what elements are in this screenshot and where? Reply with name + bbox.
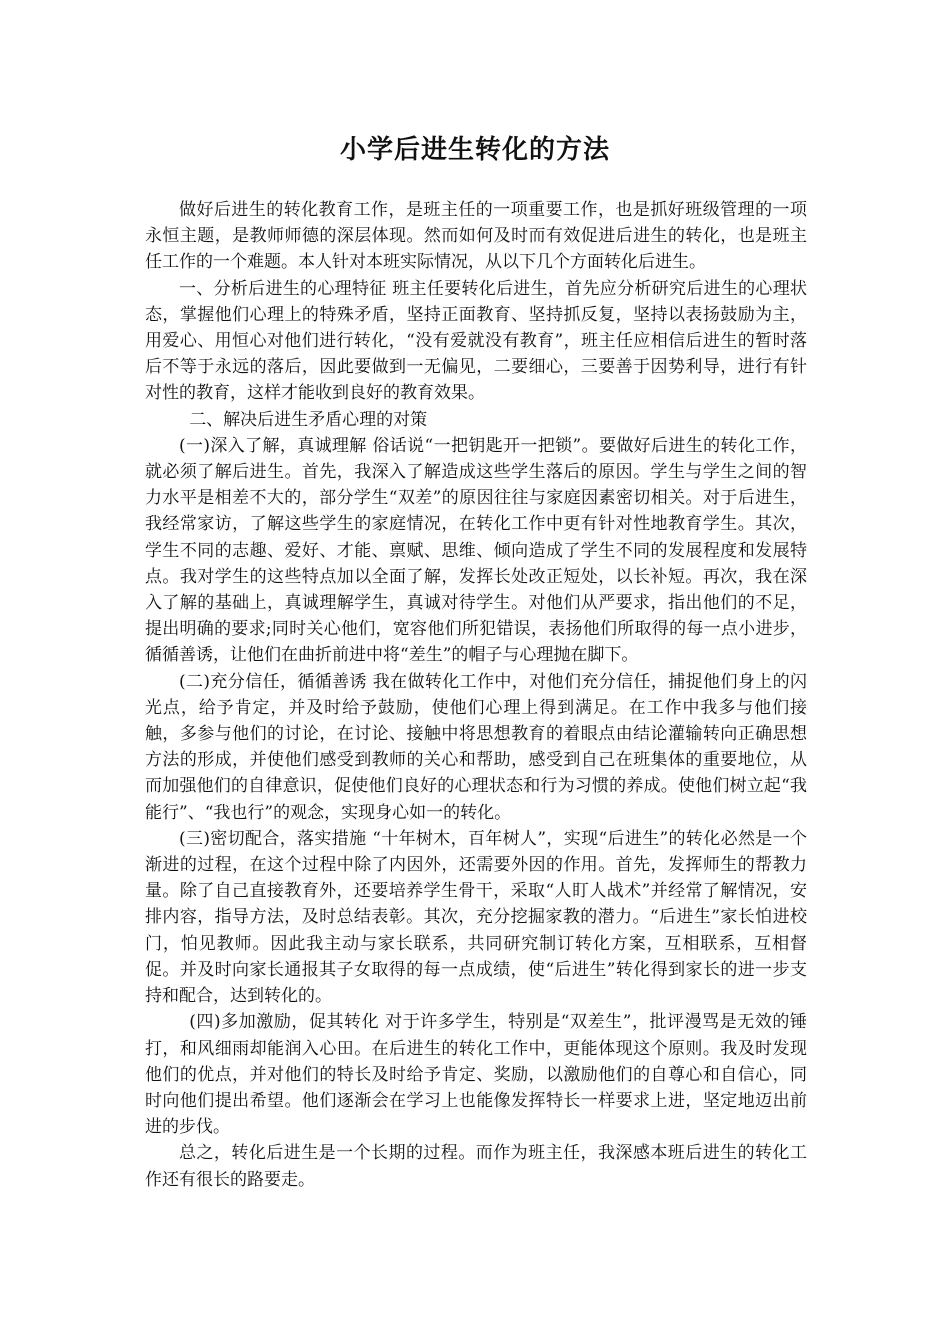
paragraph-section-1: 一、分析后进生的心理特征 班主任要转化后进生，首先应分析研究后进生的心理状态，掌握他们心理上的特殊矛盾，坚持正面教育、坚持抓反复，坚持以表扬鼓励为主，用爱心、用恒心对他们进行转化，“没有爱就没有教育”，班主任应相信后进生的暂时落后不等于永远的落后，因此要做到一无偏见，二要细心，三要善于因势利导，进行有针对性的教育，这样才能收到良好的教育效果。 xyxy=(145,278,807,404)
paragraph-subsection-3: (三)密切配合，落实措施 “十年树木，百年树人”，实现“后进生”的转化必然是一个渐进的过程，在这个过程中除了内因外，还需要外因的作用。首先，发挥师生的帮教力量。除了自己直接教育外，还要培养学生骨干，采取“人盯人战术”并经常了解情况，安排内容，指导方法，及时总结表彰。其次，充分挖掘家教的潜力。“后进生”家长怕进校门，怕见教师。因此我主动与家长联系，共同研究制订转化方案，互相联系，互相督促。并及时向家长通报其子女取得的每一点成绩，使“后进生”转化得到家长的进一步支持和配合，达到转化的。 xyxy=(145,828,807,1007)
paragraph-subsection-4: (四)多加激励，促其转化 对于许多学生，特别是“双差生”，批评漫骂是无效的锤打，和风细雨却能润入心田。在后进生的转化工作中，更能体现这个原则。我及时发现他们的优点，并对他们的特长及时给予肯定、奖励，以激励他们的自尊心和自信心，同时向他们提出希望。他们逐渐会在学习上也能像发挥特长一样要求上进，坚定地迈出前进的步伐。 xyxy=(145,1012,807,1138)
document-title: 小学后进生转化的方法 xyxy=(339,135,610,165)
paragraph-conclusion: 总之，转化后进生是一个长期的过程。而作为班主任，我深感本班后进生的转化工作还有很长的路要走。 xyxy=(145,1143,807,1190)
document-body xyxy=(145,197,807,1193)
section-heading-2: 二、解决后进生矛盾心理的对策 xyxy=(189,409,428,430)
paragraph-subsection-1: (一)深入了解，真诚理解 俗话说“一把钥匙开一把锁”。要做好后进生的转化工作，就必须了解后进生。首先，我深入了解造成这些学生落后的原因。学生与学生之间的智力水平是相差不大的，部分学生“双差”的原因往往与家庭因素密切相关。对于后进生，我经常家访，了解这些学生的家庭情况，在转化工作中更有针对性地教育学生。其次，学生不同的志趣、爱好、才能、禀赋、思维、倾向造成了学生不同的发展程度和发展特点。我对学生的这些特点加以全面了解，发挥长处改正短处，以长补短。再次，我在深入了解的基础上，真诚理解学生，真诚对待学生。对他们从严要求，指出他们的不足，提出明确的要求;同时关心他们，宽容他们所犯错误，表扬他们所取得的每一点小进步，循循善诱，让他们在曲折前进中将“差生”的帽子与心理抛在脚下。 xyxy=(145,435,807,666)
paragraph-subsection-2: (二)充分信任，循循善诱 我在做转化工作中，对他们充分信任，捕捉他们身上的闪光点，给予肯定，并及时给予鼓励，使他们心理上得到满足。在工作中我多与他们接触，多参与他们的讨论，在讨论、接触中将思想教育的着眼点由结论灌输转向正确思想方法的形成，并使他们感受到教师的关心和帮助，感受到自己在班集体的重要地位，从而加强他们的自律意识，促使他们良好的心理状态和行为习惯的养成。使他们树立起“我能行”、“我也行”的观念，实现身心如一的转化。 xyxy=(145,671,807,823)
paragraph-intro: 做好后进生的转化教育工作，是班主任的一项重要工作，也是抓好班级管理的一项永恒主题，是教师师德的深层体现。然而如何及时而有效促进后进生的转化，也是班主任工作的一个难题。本人针对本班实际情况，从以下几个方面转化后进生。 xyxy=(145,200,807,273)
